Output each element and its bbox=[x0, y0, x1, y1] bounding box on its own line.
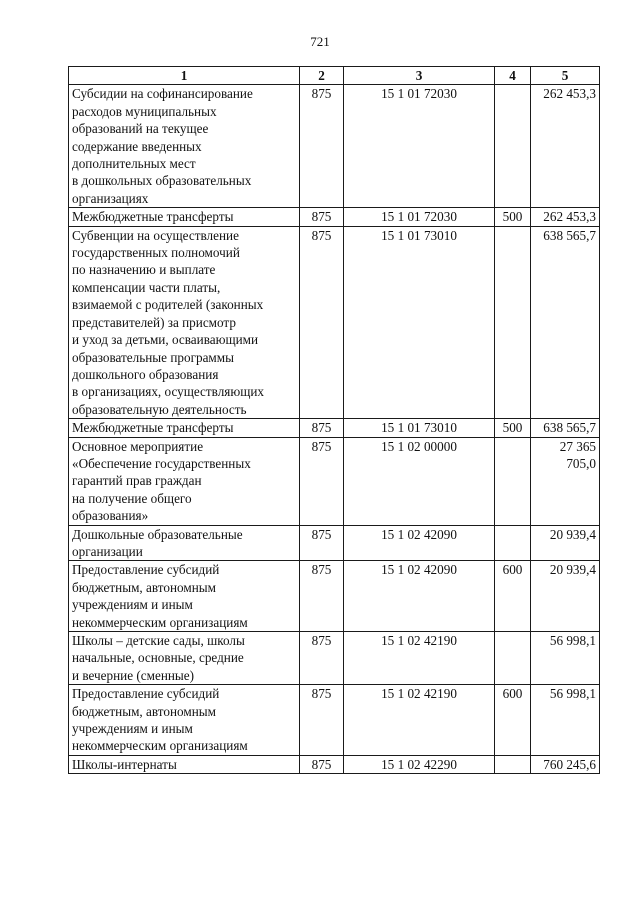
row-name-line: в организациях, осуществляющих bbox=[72, 384, 265, 400]
row-name-line: учреждениям и иным bbox=[72, 597, 193, 613]
row-name-line: Школы – детские сады, школы bbox=[72, 633, 245, 648]
row-name-line: на получение общего bbox=[72, 490, 192, 506]
row-name-line: представителей) за присмотр bbox=[72, 314, 236, 330]
row-chapter-cell: 875 bbox=[300, 632, 344, 685]
row-name-line: Субвенции на осуществление bbox=[72, 227, 239, 243]
row-name-line: «Обеспечение государственных bbox=[72, 455, 251, 471]
header-col-4: 4 bbox=[495, 67, 531, 85]
row-name-cell bbox=[69, 561, 300, 632]
row-name-line: в дошкольных образовательных bbox=[72, 173, 252, 189]
row-name-line: содержание введенных bbox=[72, 138, 202, 154]
header-col-3: 3 bbox=[344, 67, 495, 85]
row-expense-type-cell bbox=[495, 85, 531, 208]
row-target-code-cell: 15 1 02 42290 bbox=[344, 755, 495, 773]
row-name-line: Предоставление субсидий bbox=[72, 562, 220, 578]
row-name-line: Межбюджетные трансферты bbox=[72, 420, 234, 436]
table-row bbox=[69, 755, 600, 773]
row-name-line: организации bbox=[72, 543, 143, 559]
row-target-code-cell: 15 1 01 72030 bbox=[344, 208, 495, 226]
row-expense-type-cell bbox=[495, 632, 531, 685]
row-name-line: начальные, основные, средние bbox=[72, 650, 244, 666]
table-row bbox=[69, 208, 600, 226]
row-amount-cell: 262 453,3 bbox=[531, 85, 600, 208]
row-name-line: бюджетным, автономным bbox=[72, 579, 216, 595]
table-row bbox=[69, 226, 600, 418]
header-row bbox=[69, 67, 600, 85]
row-name-line: Школы-интернаты bbox=[72, 756, 177, 772]
row-expense-type-cell: 500 bbox=[495, 208, 531, 226]
header-col-5: 5 bbox=[531, 67, 600, 85]
row-amount-cell: 20 939,4 bbox=[531, 561, 600, 632]
row-name-line: Субсидии на софинансирование bbox=[72, 86, 253, 102]
table-row bbox=[69, 685, 600, 756]
row-name-line: и вечерние (сменные) bbox=[72, 667, 195, 683]
row-expense-type-cell bbox=[495, 755, 531, 773]
table-row bbox=[69, 525, 600, 561]
row-name-line: взимаемой с родителей (законных bbox=[72, 297, 264, 313]
row-chapter-cell: 875 bbox=[300, 525, 344, 561]
row-name-line: Межбюджетные трансферты bbox=[72, 209, 234, 225]
row-target-code-cell: 15 1 02 42190 bbox=[344, 632, 495, 685]
table-row bbox=[69, 85, 600, 208]
row-chapter-cell: 875 bbox=[300, 419, 344, 437]
row-name-line: некоммерческим организациям bbox=[72, 614, 248, 630]
row-name-line: образования» bbox=[72, 508, 149, 524]
row-chapter-cell: 875 bbox=[300, 437, 344, 525]
row-name-cell bbox=[69, 226, 300, 418]
row-name-line: дошкольного образования bbox=[72, 366, 219, 382]
row-chapter-cell: 875 bbox=[300, 226, 344, 418]
row-expense-type-cell bbox=[495, 437, 531, 525]
table-row bbox=[69, 437, 600, 525]
row-name-line: компенсации части платы, bbox=[72, 279, 221, 295]
row-name-line: образовательную деятельность bbox=[72, 401, 247, 417]
row-target-code-cell: 15 1 02 42190 bbox=[344, 685, 495, 756]
row-target-code-cell: 15 1 01 72030 bbox=[344, 85, 495, 208]
header-col-1: 1 bbox=[69, 67, 300, 85]
row-expense-type-cell: 500 bbox=[495, 419, 531, 437]
row-name-line: дополнительных мест bbox=[72, 156, 196, 172]
row-name-line: учреждениям и иным bbox=[72, 721, 193, 737]
table-header bbox=[69, 67, 600, 85]
row-name-cell bbox=[69, 632, 300, 685]
row-name-line: образовательные программы bbox=[72, 349, 234, 365]
row-name-cell bbox=[69, 419, 300, 437]
row-name-line: Дошкольные образовательные bbox=[72, 526, 243, 542]
row-chapter-cell: 875 bbox=[300, 685, 344, 756]
row-amount-cell: 638 565,7 bbox=[531, 226, 600, 418]
row-name-cell bbox=[69, 208, 300, 226]
row-amount-cell: 760 245,6 bbox=[531, 755, 600, 773]
page-number: 721 bbox=[310, 34, 330, 49]
row-amount-cell: 262 453,3 bbox=[531, 208, 600, 226]
row-name-line: по назначению и выплате bbox=[72, 262, 216, 278]
row-name-line: государственных полномочий bbox=[72, 245, 240, 261]
row-target-code-cell: 15 1 01 73010 bbox=[344, 226, 495, 418]
budget-table bbox=[68, 66, 600, 774]
row-name-line: Предоставление субсидий bbox=[72, 686, 220, 702]
row-amount-cell: 638 565,7 bbox=[531, 419, 600, 437]
row-name-line: и уход за детьми, осваивающими bbox=[72, 332, 259, 348]
row-expense-type-cell: 600 bbox=[495, 561, 531, 632]
row-name-line: образований на текущее bbox=[72, 121, 209, 137]
row-chapter-cell: 875 bbox=[300, 755, 344, 773]
row-target-code-cell: 15 1 02 00000 bbox=[344, 437, 495, 525]
row-name-cell bbox=[69, 437, 300, 525]
row-name-line: расходов муниципальных bbox=[72, 103, 217, 119]
row-target-code-cell: 15 1 01 73010 bbox=[344, 419, 495, 437]
row-chapter-cell: 875 bbox=[300, 561, 344, 632]
row-name-cell bbox=[69, 525, 300, 561]
row-name-line: Основное мероприятие bbox=[72, 438, 204, 454]
table-row bbox=[69, 632, 600, 685]
row-amount-cell: 20 939,4 bbox=[531, 525, 600, 561]
row-target-code-cell: 15 1 02 42090 bbox=[344, 525, 495, 561]
row-name-cell bbox=[69, 755, 300, 773]
table-row bbox=[69, 419, 600, 437]
header-col-2: 2 bbox=[300, 67, 344, 85]
row-name-line: гарантий прав граждан bbox=[72, 473, 202, 489]
table-row bbox=[69, 561, 600, 632]
row-chapter-cell: 875 bbox=[300, 208, 344, 226]
row-name-cell bbox=[69, 685, 300, 756]
row-name-line: некоммерческим организациям bbox=[72, 738, 248, 754]
row-name-line: бюджетным, автономным bbox=[72, 703, 216, 719]
row-amount-cell: 27 365 705,0 bbox=[531, 437, 600, 525]
row-name-line: организациях bbox=[72, 190, 149, 206]
row-expense-type-cell bbox=[495, 226, 531, 418]
row-expense-type-cell: 600 bbox=[495, 685, 531, 756]
row-amount-cell: 56 998,1 bbox=[531, 685, 600, 756]
row-name-cell bbox=[69, 85, 300, 208]
row-chapter-cell: 875 bbox=[300, 85, 344, 208]
row-amount-cell: 56 998,1 bbox=[531, 632, 600, 685]
table-body bbox=[69, 85, 600, 774]
row-expense-type-cell bbox=[495, 525, 531, 561]
row-target-code-cell: 15 1 02 42090 bbox=[344, 561, 495, 632]
